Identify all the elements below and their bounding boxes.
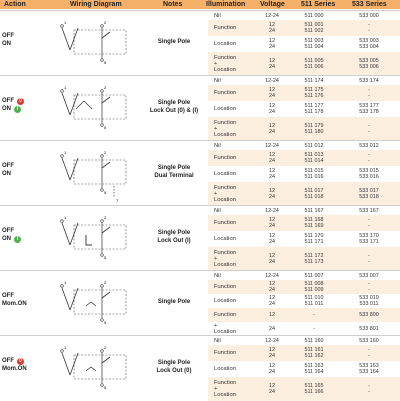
illumination-cell: Function + Location <box>214 55 237 73</box>
svg-text:2: 2 <box>104 85 107 90</box>
illumination-cell: Function <box>214 220 237 226</box>
switch-group <box>0 10 400 75</box>
notes-text <box>140 359 208 375</box>
action-label <box>2 357 27 373</box>
spec-row <box>208 117 400 141</box>
notes-text <box>140 298 208 306</box>
svg-text:1: 1 <box>64 280 67 285</box>
switch-group <box>0 335 400 400</box>
series-511-cell: 511 174 <box>304 77 324 84</box>
action-text: ON <box>2 236 11 242</box>
series-511-cell: 511 170 511 171 <box>304 233 324 245</box>
series-511-cell: 511 167 <box>304 207 324 214</box>
voltage-cell: 12 24 <box>269 347 275 359</box>
wiring-diagram <box>58 341 140 396</box>
spec-row <box>208 294 400 308</box>
illumination-cell: Function <box>214 90 237 96</box>
svg-text:2: 2 <box>104 280 107 285</box>
illumination-cell: Location <box>214 236 236 242</box>
series-511-cell: 511 168 511 169 <box>304 217 324 229</box>
wiring-diagram <box>58 16 140 71</box>
series-511-cell: 511 179 511 180 <box>304 123 324 135</box>
voltage-cell: 12 <box>269 312 275 318</box>
voltage-cell: 12 24 <box>269 253 275 265</box>
header-wiring: Wiring Diagram <box>70 1 122 8</box>
series-511-cell: 511 177 511 178 <box>304 103 324 115</box>
series-511-cell: 511 010 511 011 <box>304 295 324 307</box>
voltage-cell: 12 24 <box>269 87 275 99</box>
notes-line: Single Pole <box>157 230 191 236</box>
series-511-cell: 511 005 511 006 <box>304 58 324 70</box>
spec-row <box>208 336 400 345</box>
svg-text:7: 7 <box>116 198 119 203</box>
svg-text:5: 5 <box>104 255 107 260</box>
series-511-cell: 511 163 511 164 <box>304 363 324 375</box>
illumination-cell: Function + Location <box>214 120 237 138</box>
spec-row <box>208 247 400 271</box>
voltage-cell: 12 24 <box>269 188 275 200</box>
svg-text:5: 5 <box>104 190 107 195</box>
svg-text:1: 1 <box>64 345 67 350</box>
series-511-cell: 511 175 511 176 <box>304 87 324 99</box>
svg-text:1: 1 <box>64 20 67 25</box>
illumination-cell: Function <box>214 312 237 318</box>
voltage-cell: 12-24 <box>265 12 279 19</box>
spec-row <box>208 166 400 182</box>
series-533-cell: 533 017 533 018 <box>359 188 379 200</box>
spec-row <box>208 345 400 361</box>
svg-text:1: 1 <box>64 215 67 220</box>
illumination-cell: Function <box>214 284 237 290</box>
header-533-series: 533 Series <box>352 1 387 8</box>
illumination-cell: + Location <box>214 323 236 335</box>
series-533-cell: 533 005 533 006 <box>359 58 379 70</box>
series-511-cell: 511 001 511 002 <box>304 22 324 34</box>
illumination-cell: Location <box>214 366 236 372</box>
illumination-cell: Location <box>214 171 236 177</box>
series-533-cell: 533 010 533 011 <box>359 295 379 307</box>
spec-row <box>208 141 400 150</box>
header-action: Action <box>4 1 26 8</box>
spec-row <box>208 231 400 247</box>
voltage-cell: 12 24 <box>269 58 275 70</box>
illumination-cell: Location <box>214 298 236 304</box>
illumination-cell: Nil <box>214 142 221 149</box>
voltage-cell: 12 24 <box>269 363 275 375</box>
wiring-diagram <box>58 211 140 266</box>
series-511-cell: 511 172 511 173 <box>304 253 324 265</box>
illumination-cell: Nil <box>214 12 221 19</box>
voltage-cell: 12 24 <box>269 38 275 50</box>
wiring-diagram <box>58 81 140 136</box>
notes-line: Dual Terminal <box>154 173 194 179</box>
series-511-cell: 511 003 511 004 <box>304 38 324 50</box>
series-533-cell: - - <box>368 253 370 265</box>
voltage-cell: 12-24 <box>265 337 279 344</box>
action-text: OFF <box>2 163 14 169</box>
voltage-cell: 12-24 <box>265 77 279 84</box>
action-text: OFF <box>2 98 14 104</box>
series-511-cell: 511 017 511 018 <box>304 188 324 200</box>
action-text: ON <box>2 106 11 112</box>
series-511-cell: 511 160 <box>304 337 324 344</box>
svg-text:1: 1 <box>64 150 67 155</box>
switch-group <box>0 205 400 270</box>
voltage-cell: 12 24 <box>269 233 275 245</box>
notes-line: Lock Out (I) <box>157 238 191 244</box>
action-text: OFF <box>2 33 14 39</box>
series-533-cell: - - <box>368 383 370 395</box>
table-header <box>0 0 400 9</box>
notes-line: Lock Out (0) & (I) <box>149 108 199 114</box>
action-label <box>2 227 21 243</box>
voltage-cell: 12-24 <box>265 272 279 279</box>
svg-text:1: 1 <box>64 85 67 90</box>
header-voltage: Voltage <box>260 1 285 8</box>
lock-off-badge-icon: 0 <box>17 98 24 105</box>
notes-line: Single Pole <box>157 165 191 171</box>
svg-text:2: 2 <box>104 345 107 350</box>
notes-text <box>140 38 208 46</box>
illumination-cell: Location <box>214 41 236 47</box>
illumination-cell: Function <box>214 350 237 356</box>
spec-row <box>208 150 400 166</box>
voltage-cell: 12 24 <box>269 168 275 180</box>
series-533-cell: - - <box>368 152 370 164</box>
action-text: Mom.ON <box>2 301 27 307</box>
notes-line: Single Pole <box>157 100 191 106</box>
illumination-cell: Nil <box>214 272 221 279</box>
header-illumination: Illumination <box>206 1 246 8</box>
series-511-cell: 511 007 <box>304 272 324 279</box>
svg-text:5: 5 <box>104 60 107 65</box>
action-text: OFF <box>2 228 14 234</box>
wiring-diagram <box>58 276 140 331</box>
series-533-cell: 533 015 533 016 <box>359 168 379 180</box>
series-533-cell: 533 000 <box>359 12 379 19</box>
series-533-cell: - - <box>368 281 370 293</box>
series-533-cell: 533 174 <box>359 77 379 84</box>
spec-row <box>208 361 400 377</box>
wiring-diagram <box>58 146 140 201</box>
spec-row <box>208 52 400 76</box>
series-511-cell: 511 013 511 014 <box>304 152 324 164</box>
action-text: OFF <box>2 358 14 364</box>
action-text: ON <box>2 171 11 177</box>
series-533-cell: 533 177 533 178 <box>359 103 379 115</box>
svg-text:5: 5 <box>104 320 107 325</box>
series-511-cell: - <box>313 326 315 332</box>
series-511-cell: 511 165 511 166 <box>304 383 324 395</box>
voltage-cell: 12 24 <box>269 383 275 395</box>
spec-row <box>208 76 400 85</box>
series-511-cell: 511 000 <box>304 12 324 19</box>
spec-row <box>208 36 400 52</box>
spec-row <box>208 182 400 206</box>
lock-on-badge-icon: I <box>14 106 21 113</box>
series-533-cell: 533 003 533 004 <box>359 38 379 50</box>
series-533-cell: - - <box>368 87 370 99</box>
lock-off-badge-icon: 0 <box>17 358 24 365</box>
illumination-cell: Function + Location <box>214 380 237 398</box>
switch-group <box>0 75 400 140</box>
voltage-cell: 12 24 <box>269 22 275 34</box>
spec-row <box>208 322 400 336</box>
action-label <box>2 162 14 178</box>
series-511-cell: 511 012 <box>304 142 324 149</box>
voltage-cell: 12 24 <box>269 123 275 135</box>
spec-row <box>208 20 400 36</box>
switch-group <box>0 140 400 205</box>
voltage-cell: 12 24 <box>269 217 275 229</box>
svg-text:2: 2 <box>104 20 107 25</box>
series-533-cell: 533 167 <box>359 207 379 214</box>
notes-text <box>140 99 208 115</box>
illumination-cell: Function <box>214 25 237 31</box>
series-533-cell: 533 801 <box>359 326 379 332</box>
notes-line: Lock Out (0) <box>156 368 192 374</box>
notes-line: Single Pole <box>157 299 191 305</box>
series-533-cell: - - <box>368 217 370 229</box>
illumination-cell: Function + Location <box>214 185 237 203</box>
voltage-cell: 24 <box>269 326 275 332</box>
series-533-cell: 533 170 533 171 <box>359 233 379 245</box>
spec-row <box>208 85 400 101</box>
illumination-cell: Nil <box>214 337 221 344</box>
voltage-cell: 12 24 <box>269 103 275 115</box>
spec-row <box>208 215 400 231</box>
header-511-series: 511 Series <box>301 1 336 8</box>
action-label <box>2 32 14 48</box>
notes-text <box>140 164 208 180</box>
series-511-cell: 511 008 511 009 <box>304 281 324 293</box>
svg-text:5: 5 <box>104 385 107 390</box>
illumination-cell: Nil <box>214 207 221 214</box>
series-533-cell: 533 007 <box>359 272 379 279</box>
action-text: Mom.ON <box>2 366 27 372</box>
action-text: ON <box>2 41 11 47</box>
voltage-cell: 12 24 <box>269 295 275 307</box>
series-533-cell: - - <box>368 123 370 135</box>
action-label <box>2 97 24 113</box>
lock-on-badge-icon: I <box>14 236 21 243</box>
series-533-cell: - - <box>368 22 370 34</box>
series-511-cell: - <box>313 312 315 318</box>
series-533-cell: 533 012 <box>359 142 379 149</box>
notes-text <box>140 229 208 245</box>
illumination-cell: Location <box>214 106 236 112</box>
spec-row <box>208 308 400 322</box>
series-533-cell: 533 160 <box>359 337 379 344</box>
illumination-cell: Function <box>214 155 237 161</box>
voltage-cell: 12-24 <box>265 142 279 149</box>
spec-row <box>208 101 400 117</box>
action-text: OFF <box>2 293 14 299</box>
series-533-cell: 533 800 <box>359 312 379 318</box>
voltage-cell: 12 24 <box>269 281 275 293</box>
switch-group <box>0 270 400 335</box>
svg-text:2: 2 <box>104 215 107 220</box>
spec-row <box>208 206 400 215</box>
notes-line: Single Pole <box>157 39 191 45</box>
voltage-cell: 12 24 <box>269 152 275 164</box>
illumination-cell: Nil <box>214 77 221 84</box>
voltage-cell: 12-24 <box>265 207 279 214</box>
spec-row <box>208 11 400 20</box>
spec-row <box>208 377 400 401</box>
spec-row <box>208 271 400 280</box>
spec-row <box>208 280 400 294</box>
action-label <box>2 292 27 308</box>
illumination-cell: Function + Location <box>214 250 237 268</box>
series-533-cell: - - <box>368 347 370 359</box>
header-notes: Notes <box>163 1 183 8</box>
svg-text:2: 2 <box>104 150 107 155</box>
series-511-cell: 511 015 511 016 <box>304 168 324 180</box>
series-533-cell: 533 163 533 164 <box>359 363 379 375</box>
svg-text:5: 5 <box>104 125 107 130</box>
series-511-cell: 511 161 511 162 <box>304 347 324 359</box>
notes-line: Single Pole <box>157 360 191 366</box>
